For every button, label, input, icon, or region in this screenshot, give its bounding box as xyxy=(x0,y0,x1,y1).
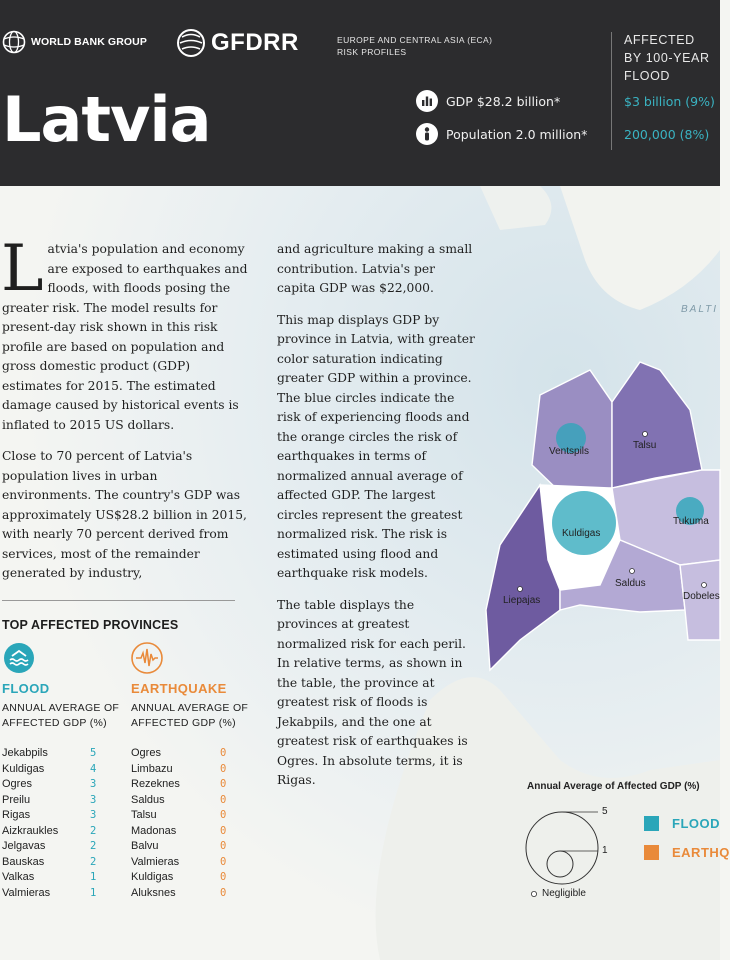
province-name: Jekabpils xyxy=(2,747,48,759)
province-name: Talsu xyxy=(131,809,157,821)
legend-negligible-dot xyxy=(531,891,536,896)
series-line-2: RISK PROFILES xyxy=(337,47,407,57)
province-value: 5 xyxy=(90,747,97,759)
town-dot-talsu xyxy=(643,432,648,437)
flood-province-list xyxy=(2,746,102,901)
list-item xyxy=(2,793,102,809)
map-label-ventspils: Ventspils xyxy=(549,446,590,457)
list-item xyxy=(2,762,102,778)
affected-gdp: $3 billion (9%) xyxy=(624,94,715,109)
earthquake-icon xyxy=(131,642,163,674)
flood-icon xyxy=(3,642,35,674)
province-name: Jelgavas xyxy=(2,840,46,852)
gfdrr-name: GFDRR xyxy=(211,29,299,56)
earthquake-subheading-line-1: ANNUAL AVERAGE OF xyxy=(131,702,249,714)
gfdrr-globe-icon xyxy=(176,28,206,58)
province-name: Kuldigas xyxy=(131,871,174,883)
province-value: 3 xyxy=(90,778,97,790)
world-bank-logo[interactable] xyxy=(2,30,147,54)
province-name: Bauskas xyxy=(2,855,45,868)
legend-value-large: 5 xyxy=(602,806,608,817)
list-item xyxy=(2,886,102,902)
province-name: Rezeknes xyxy=(131,778,180,790)
body-column-right xyxy=(277,240,477,803)
province-value: 0 xyxy=(220,793,227,806)
list-item xyxy=(2,808,102,824)
province-name: Balvu xyxy=(131,840,159,852)
gfdrr-logo[interactable] xyxy=(176,28,299,58)
earthquake-province-list xyxy=(131,746,231,901)
map-label-kuldigas: Kuldigas xyxy=(562,528,601,539)
province-value: 2 xyxy=(90,840,97,852)
earthquake-subheading xyxy=(131,701,248,731)
intro-text: atvia's population and economy are exposed to earthquakes and floods, with floods posing the greater risk. The model results for present-day risk shown in this risk profile are based on population and gross domestic product (GDP) estimates for 2015. The estimated damage caused by historical events is inflated to 2015 US dollars. xyxy=(2,242,248,432)
list-item xyxy=(131,808,231,824)
province-value: 0 xyxy=(220,778,227,790)
earthquake-subheading-line-2: AFFECTED GDP (%) xyxy=(131,717,236,729)
province-value: 0 xyxy=(220,809,227,821)
affected-label xyxy=(624,31,710,85)
list-item xyxy=(131,886,231,902)
province-value: 0 xyxy=(220,886,227,899)
affected-line-1: AFFECTED xyxy=(624,33,695,47)
list-item xyxy=(131,777,231,793)
province-value: 3 xyxy=(90,793,97,806)
person-icon xyxy=(416,123,438,145)
map-label-dobeles: Dobeles xyxy=(683,591,720,602)
gdp-stat xyxy=(416,90,560,112)
province-name: Valmieras xyxy=(2,886,51,899)
drop-cap: L xyxy=(1,232,44,306)
header-banner xyxy=(0,0,720,186)
agriculture-paragraph: and agriculture making a small contribution. Latvia's per capita GDP was $22,000. xyxy=(277,242,473,295)
list-item xyxy=(131,870,231,886)
province-value: 3 xyxy=(90,809,97,821)
province-value: 0 xyxy=(220,855,227,868)
affected-line-3: FLOOD xyxy=(624,69,671,83)
province-name: Rigas xyxy=(2,809,31,821)
province-value: 0 xyxy=(220,747,227,759)
list-item xyxy=(131,839,231,855)
list-item xyxy=(2,746,102,762)
list-item xyxy=(2,777,102,793)
flood-circle-kuldigas xyxy=(552,491,616,555)
province-name: Saldus xyxy=(131,793,165,806)
list-item xyxy=(2,839,102,855)
province-name: Madonas xyxy=(131,824,177,837)
province-value: 2 xyxy=(90,824,97,837)
population-value: Population 2.0 million* xyxy=(446,126,588,142)
province-value: 1 xyxy=(90,871,97,883)
map-label-liepajas: Liepajas xyxy=(503,595,541,606)
province-name: Aluksnes xyxy=(131,886,176,899)
list-item xyxy=(131,824,231,840)
list-item xyxy=(2,824,102,840)
top-affected-title: TOP AFFECTED PROVINCES xyxy=(2,618,179,632)
bar-chart-icon xyxy=(416,90,438,112)
province-name: Limbazu xyxy=(131,762,173,775)
section-divider xyxy=(2,600,235,601)
world-bank-name: WORLD BANK GROUP xyxy=(31,36,147,48)
province-name: Preilu xyxy=(2,793,31,806)
legend-earthquake-swatch xyxy=(644,845,659,860)
province-value: 0 xyxy=(220,871,227,883)
legend-flood-swatch xyxy=(644,816,659,831)
sea-label: BALTI xyxy=(681,304,719,315)
header-divider xyxy=(611,32,612,150)
population-paragraph: Close to 70 percent of Latvia's population lives in urban environments. The country's GDP was approximately US$28.2 billion in 2015, with nearly 70 percent derived from services, most of the remainder generated by industry, xyxy=(2,449,247,580)
table-description-paragraph: The table displays the provinces at greatest normalized risk for each peril. In relative terms, as shown in the table, the province at greatest risk of floods is Jekabpils, and the one at greatest risk of earthquakes is Ogres. In absolute terms, it is Rigas. xyxy=(277,597,468,787)
flood-subheading xyxy=(2,701,119,731)
series-line-1: EUROPE AND CENTRAL ASIA (ECA) xyxy=(337,35,493,45)
province-value: 0 xyxy=(220,840,227,852)
gdp-value: GDP $28.2 billion* xyxy=(446,93,561,109)
province-value: 0 xyxy=(220,762,227,775)
province-name: Kuldigas xyxy=(2,762,45,775)
province-name: Aizkraukles xyxy=(2,824,59,837)
province-name: Ogres xyxy=(131,747,161,759)
town-dot-liepajas xyxy=(518,587,523,592)
province-value: 2 xyxy=(90,855,97,868)
province-value: 1 xyxy=(90,886,97,899)
globe-icon xyxy=(2,30,26,54)
list-item xyxy=(131,793,231,809)
town-dot-dobeles xyxy=(702,583,707,588)
province-name: Ogres xyxy=(2,778,32,790)
flood-subheading-line-2: AFFECTED GDP (%) xyxy=(2,717,107,729)
series-title xyxy=(337,34,492,58)
flood-heading: FLOOD xyxy=(2,681,50,696)
country-title: Latvia xyxy=(2,83,211,156)
legend-earthquake-label: EARTHQ xyxy=(672,845,730,860)
list-item xyxy=(131,762,231,778)
province-value: 0 xyxy=(220,824,227,837)
map-label-talsu: Talsu xyxy=(633,440,657,451)
legend-negligible: Negligible xyxy=(542,888,586,899)
list-item xyxy=(2,870,102,886)
earthquake-heading: EARTHQUAKE xyxy=(131,681,227,696)
town-dot-saldus xyxy=(630,569,635,574)
intro-paragraph xyxy=(1,232,250,435)
map-label-tukuma: Tukuma xyxy=(673,516,709,527)
map-description-paragraph: This map displays GDP by province in Latvia, with greater color saturation indicating greater GDP within a province. The blue circles indicate the risk of experiencing floods and the orange circles the risk of earthquakes in terms of normalized annual average of affected GDP. The largest circles represent the greatest normalized risk. The risk is estimated using flood and earthquake risk models. xyxy=(277,312,475,580)
legend-flood-label: FLOOD xyxy=(672,816,720,831)
population-stat xyxy=(416,123,587,145)
province-name: Valkas xyxy=(2,871,35,883)
legend-value-small: 1 xyxy=(602,845,608,856)
flood-subheading-line-1: ANNUAL AVERAGE OF xyxy=(2,702,120,714)
map-label-saldus: Saldus xyxy=(615,578,646,589)
legend-title: Annual Average of Affected GDP (%) xyxy=(527,781,700,792)
list-item xyxy=(131,746,231,762)
list-item xyxy=(2,855,102,871)
body-column-left xyxy=(1,232,250,596)
province-value: 4 xyxy=(90,762,97,775)
list-item xyxy=(131,855,231,871)
affected-population: 200,000 (8%) xyxy=(624,127,710,142)
province-name: Valmieras xyxy=(131,855,180,868)
affected-line-2: BY 100-YEAR xyxy=(624,51,710,65)
